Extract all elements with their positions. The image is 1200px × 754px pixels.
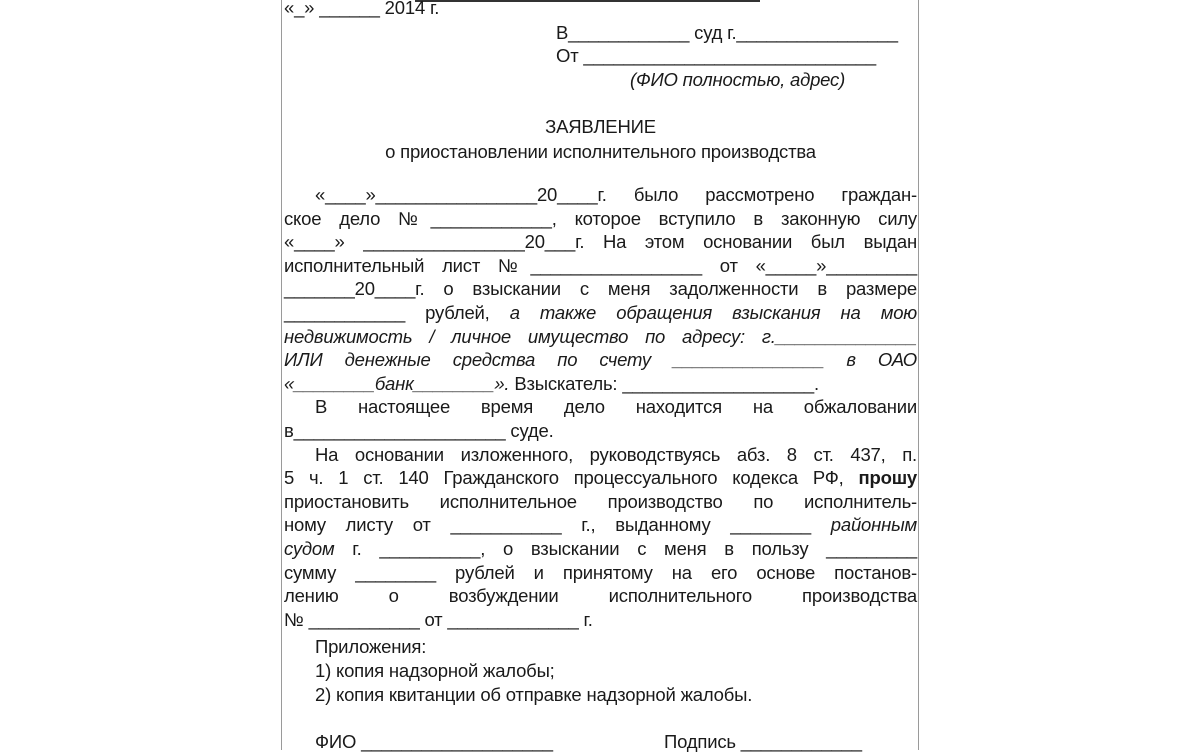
body-text: исполнительный лист №_________________ от «_____»_________ xyxy=(284,254,917,276)
body-text: «________ xyxy=(284,372,375,394)
body-text: _______20____г. о взыскании с меня задолженности в размере xyxy=(284,278,917,300)
document-title: ЗАЯВЛЕНИЕ xyxy=(545,116,656,137)
body-line xyxy=(284,348,917,372)
body-line xyxy=(284,466,917,490)
body-line xyxy=(284,277,917,301)
body-line xyxy=(284,490,917,514)
body-text: ________». xyxy=(413,372,515,394)
court-field: В____________ суд г.________________ xyxy=(556,22,898,43)
body-text: Взыскатель: ___________________. xyxy=(514,372,819,394)
body-text: ИЛИ денежные средства по счету _______________ в ОАО xyxy=(284,349,917,371)
body-line xyxy=(284,325,917,349)
attachment-item: 2) копия квитанции об отправке надзорной жалобы. xyxy=(315,684,753,705)
from-hint: (ФИО полностью, адрес) xyxy=(630,69,846,90)
body-text: сумму ________ рублей и принятому на его основе постанов- xyxy=(284,561,917,583)
body-line xyxy=(315,443,917,467)
page-right-border xyxy=(918,0,919,750)
body-text: прошу xyxy=(858,467,917,489)
body-text: банк xyxy=(374,372,414,394)
body-text: ____________ рублей, xyxy=(284,302,510,323)
body-text: приостановить исполнительное производство по исполнитель- xyxy=(284,490,917,512)
attachments-heading: Приложения: xyxy=(315,636,427,657)
body-line xyxy=(284,608,917,632)
body-text: ному листу от ___________ г., выданному ________ xyxy=(284,514,831,536)
body-line xyxy=(284,254,917,278)
from-field: От _____________________________ xyxy=(556,45,876,66)
date-line: «_» ______ 2014 г. xyxy=(284,0,440,18)
body-line xyxy=(284,207,917,231)
document-subtitle: о приостановлении исполнительного производства xyxy=(385,141,816,162)
page-left-border xyxy=(281,0,282,750)
name-signature-field: ФИО ___________________ xyxy=(315,731,553,752)
body-text: ское дело №____________, которое вступило в законную силу xyxy=(284,207,917,229)
body-text: районным xyxy=(830,514,917,536)
body-text: На основании изложенного, руководствуясь абз. 8 ст. 437, п. xyxy=(315,443,917,465)
body-line xyxy=(284,513,917,537)
body-text: В настоящее время дело находится на обжаловании xyxy=(315,396,917,418)
signature-field: Подпись ____________ xyxy=(664,731,862,752)
body-text: г. __________, о взыскании с меня в пользу _________ xyxy=(334,538,917,559)
body-line xyxy=(284,372,917,396)
body-text: недвижимость / личное имущество по адресу: г.______________ xyxy=(284,325,917,347)
body-text: «____»________________20____г. было рассмотрено граждан- xyxy=(315,184,917,205)
body-text: № ___________ от _____________ г. xyxy=(284,608,593,630)
body-text: в_____________________ суде. xyxy=(284,420,554,441)
body-line xyxy=(284,230,917,254)
body-text: 5 ч. 1 ст. 140 Гражданского процессуального кодекса РФ, xyxy=(284,467,859,489)
body-line xyxy=(284,301,917,325)
body-line xyxy=(284,537,917,561)
body-line xyxy=(315,395,917,419)
body-line xyxy=(284,584,917,608)
attachment-item: 1) копия надзорной жалобы; xyxy=(315,660,555,681)
body-text: судом xyxy=(284,538,335,559)
body-line xyxy=(284,561,917,585)
body-line xyxy=(284,419,917,443)
body-line xyxy=(315,183,917,207)
body-text: «____» ________________20___г. На этом основании был выдан xyxy=(284,231,917,253)
body-text: лению о возбуждении исполнительного производства xyxy=(284,585,917,607)
body-text: а также обращения взыскания на мою xyxy=(509,302,917,323)
